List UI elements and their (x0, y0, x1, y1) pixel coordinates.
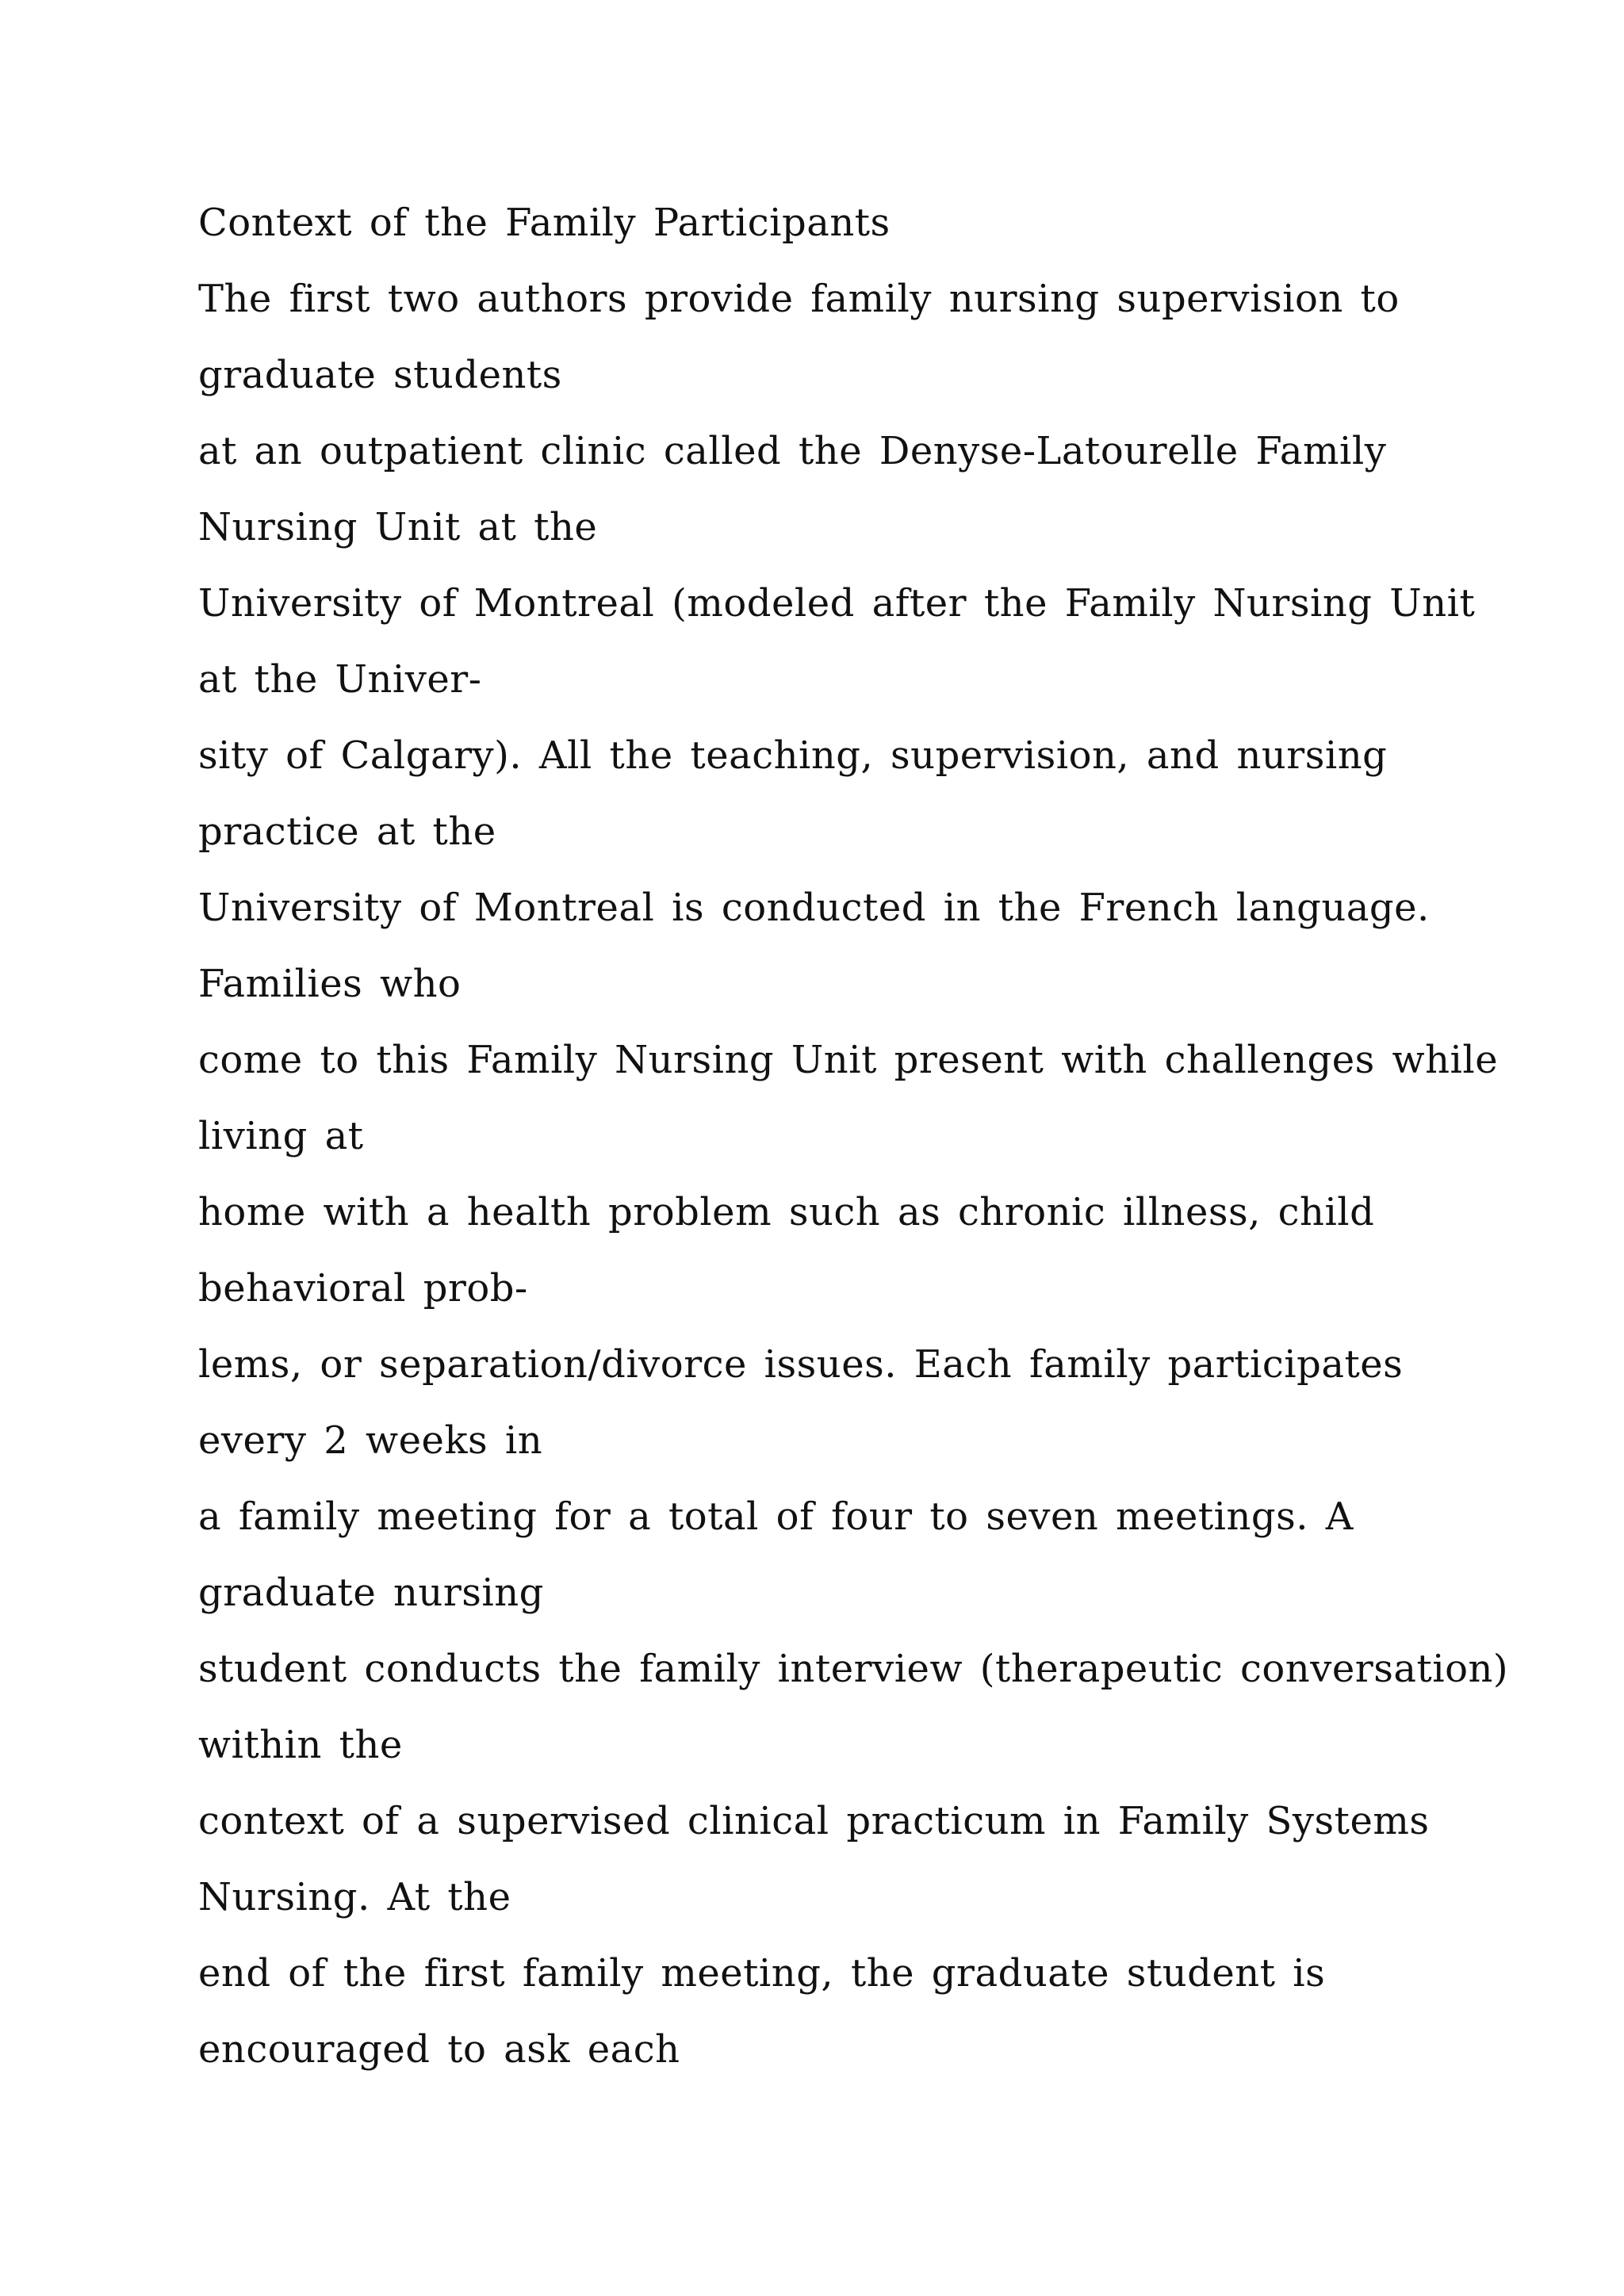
text-line: student conducts the family interview (therapeutic conversation) (198, 1647, 1509, 1691)
text-line: a family meeting for a total of four to seven meetings. A (198, 1494, 1354, 1539)
text-line: practice at the (198, 809, 496, 854)
text-line: home with a health problem such as chronic illness, child (198, 1190, 1375, 1234)
text-line: end of the first family meeting, the graduate student is (198, 1951, 1326, 1996)
section-heading: Context of the Family Participants (198, 201, 891, 245)
text-line: living at (198, 1114, 364, 1158)
text-line: Nursing Unit at the (198, 505, 598, 549)
text-line: University of Montreal (modeled after the Family Nursing Unit (198, 581, 1476, 626)
text-line: context of a supervised clinical practicum in Family Systems (198, 1799, 1430, 1843)
text-line: graduate students (198, 353, 562, 397)
text-line: behavioral prob- (198, 1266, 528, 1311)
text-line: at an outpatient clinic called the Denyse-Latourelle Family (198, 429, 1387, 473)
text-line: graduate nursing (198, 1571, 544, 1615)
text-line: every 2 weeks in (198, 1418, 543, 1463)
text-line: sity of Calgary). All the teaching, supervision, and nursing (198, 733, 1388, 778)
text-line: come to this Family Nursing Unit present with challenges while (198, 1038, 1499, 1082)
text-line: lems, or separation/divorce issues. Each family participates (198, 1342, 1404, 1387)
text-line: encouraged to ask each (198, 2027, 680, 2072)
text-line: Nursing. At the (198, 1875, 511, 1919)
body-text (198, 194, 1546, 2097)
text-line: within the (198, 1723, 403, 1767)
text-line: at the Univer- (198, 657, 482, 702)
text-line: The first two authors provide family nursing supervision to (198, 277, 1400, 321)
text-line: Families who (198, 962, 462, 1006)
text-line: University of Montreal is conducted in the French language. (198, 886, 1430, 930)
